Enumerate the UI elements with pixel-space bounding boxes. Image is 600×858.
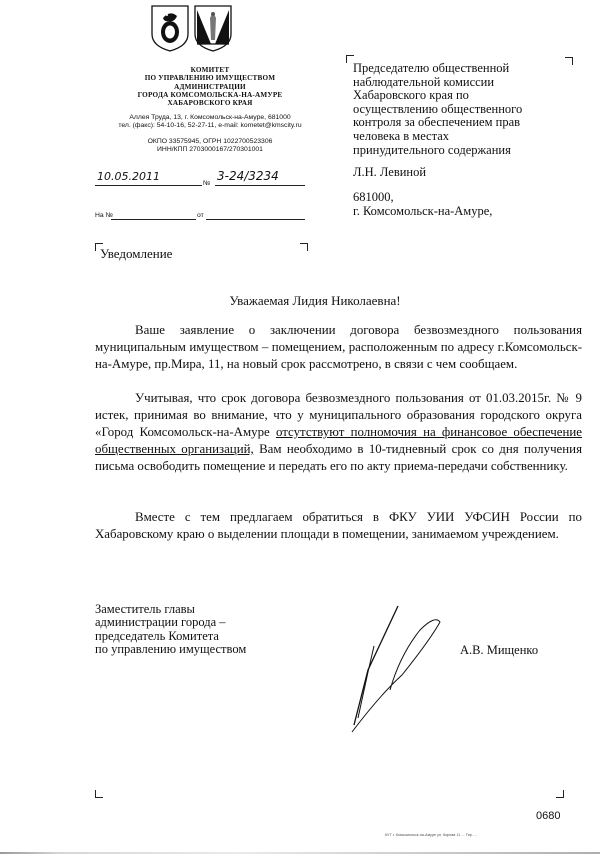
signatory-title-line: Заместитель главы (95, 602, 195, 616)
recipient-line: принудительного содержания (353, 142, 511, 157)
paragraph-2-end: Вам необходимо в 10-тидневный срок со дня получения письма освободить помещение и передать его по акту приема-передачи собственнику. (95, 442, 582, 473)
paragraph-2-underlined: отсутствуют полномочия на финансовое обеспечение общественных организаций, (95, 425, 582, 456)
number-value: 3-24/3234 (217, 169, 279, 183)
reply-to-label: На № (95, 212, 113, 219)
paragraph-2-start: Учитывая, что срок договора безвозмездного пользования от 01.03.2015г. № 9 истек, принимая во внимание, что у муниципального образования городского округа «Город Комсомольск-на-Амуре (95, 391, 582, 439)
printer-imprint: КУТ г. Комсомольск-на-Амуре ул. Кирова 11 ... Тир. ... (385, 833, 478, 837)
recipient-line: осуществлению общественного (353, 101, 523, 116)
date-value: 10.05.2011 (97, 170, 160, 183)
org-line: ПО УПРАВЛЕНИЮ ИМУЩЕСТВОМ (144, 74, 276, 83)
komsomolsk-coat-of-arms-icon (193, 4, 233, 52)
from-label: от (197, 212, 204, 219)
corner-mark (556, 790, 564, 798)
signatory-name: А.В. Мищенко (460, 643, 539, 657)
recipient-line: наблюдательной комиссии (353, 74, 495, 89)
signatory-title-line: председатель Комитета (95, 628, 219, 643)
organization-address (90, 114, 330, 130)
corner-mark (300, 243, 308, 251)
signatory-title-line: по управлению имуществом (95, 642, 247, 657)
recipient-address (353, 191, 492, 218)
khabarovsk-coat-of-arms-icon (150, 4, 190, 52)
recipient-position (353, 62, 522, 157)
document-stamp-number: 0680 (536, 810, 561, 822)
corner-mark (565, 57, 573, 65)
recipient-line: контроля за обеспечением прав (353, 115, 521, 130)
recipient-line: Хабаровского края по (353, 88, 469, 103)
okpo-ogrn-line: ОКПО 33575945, ОГРН 1022700523306 (147, 138, 273, 145)
org-line: КОМИТЕТ (190, 66, 230, 74)
org-line: ХАБАРОВСКОГО КРАЯ (167, 99, 253, 108)
date-field (95, 170, 202, 186)
number-label: № (203, 180, 211, 187)
reply-to-field (111, 207, 196, 220)
contact-line: тел. (факс): 54-10-16, 52-27-11, e-mail: kometet@kmscity.ru (118, 122, 302, 130)
from-field (206, 207, 305, 220)
paragraph-3: Вместе с тем предлагаем обратиться в ФКУ УИИ УФСИН России по Хабаровскому краю о выделении площади в помещении, занимаемом учреждением. (95, 510, 582, 541)
salutation: Уважаемая Лидия Николаевна! (229, 293, 401, 308)
organization-name (90, 66, 330, 107)
recipient-postcode: 681000, (353, 190, 394, 204)
signatory-title-line: администрации города – (95, 615, 226, 630)
organization-codes (90, 138, 330, 154)
recipient-name: Л.Н. Левиной (353, 165, 427, 179)
inn-kpp-line: ИНН/КПП 2703000167/270301001 (157, 146, 263, 154)
scan-edge (0, 852, 600, 854)
recipient-line: человека в местах (353, 128, 450, 143)
signatory-title (95, 603, 246, 657)
corner-mark (95, 790, 103, 798)
org-line: АДМИНИСТРАЦИИ (174, 82, 246, 91)
recipient-city: г. Комсомольск-на-Амуре, (353, 203, 493, 218)
address-line: Аллея Труда, 13, г. Комсомольск-на-Амуре, 681000 (129, 114, 291, 121)
recipient-line: Председателю общественной (353, 61, 510, 75)
handwritten-signature-icon (330, 600, 450, 740)
paragraph-1: Ваше заявление о заключении договора безвозмездного пользования муниципальным имуществом – помещением, расположенным по адресу г.Комсомольск-на-Амуре, пр.Мира, 11, на новый срок рассмотрено, в связи с чем сообщаем. (95, 323, 582, 371)
org-line: ГОРОДА КОМСОМОЛЬСКА-НА-АМУРЕ (137, 90, 283, 99)
paragraph-2 (95, 390, 582, 475)
number-field (215, 169, 305, 186)
subject-line: Уведомление (100, 246, 173, 261)
